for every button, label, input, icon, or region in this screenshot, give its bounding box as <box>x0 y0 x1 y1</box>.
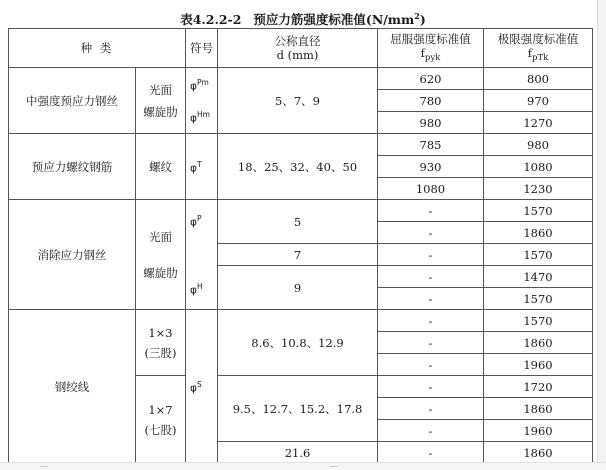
table-row <box>9 134 593 156</box>
symbol-phi-s: $\varphi^S$ <box>186 310 218 464</box>
title-close: ) <box>419 12 426 28</box>
diameter-cell: 21.6 <box>218 442 378 464</box>
header-yield-symbol: $f_{pyk}$ <box>420 45 441 63</box>
yield-cell: - <box>378 266 484 288</box>
ultimate-cell: 1720 <box>484 376 593 398</box>
table-title <box>0 6 606 26</box>
diameter-cell: 9.5、12.7、15.2、17.8 <box>218 376 378 442</box>
kind-medium-strength-wire: 中强度预应力钢丝 <box>9 68 136 134</box>
diameter-cell: 5、7、9 <box>218 68 378 134</box>
diameter-cell: 9 <box>218 266 378 310</box>
ultimate-cell: 1860 <box>484 398 593 420</box>
symbol-phi-pm-hm <box>186 68 218 134</box>
yield-cell: - <box>378 310 484 332</box>
table-title-text: 预应力筋强度标准值(N/mm <box>253 12 415 28</box>
ultimate-cell: 1080 <box>484 156 593 178</box>
ultimate-cell: 1570 <box>484 288 593 310</box>
header-diameter-unit: d (mm) <box>276 48 319 62</box>
ultimate-cell: 1860 <box>484 442 593 464</box>
diameter-cell: 7 <box>218 244 378 266</box>
kind-strand: 钢绞线 <box>9 310 136 464</box>
ultimate-cell: 1860 <box>484 332 593 354</box>
ultimate-cell: 1960 <box>484 354 593 376</box>
yield-cell: - <box>378 222 484 244</box>
yield-cell: 620 <box>378 68 484 90</box>
table-row <box>9 200 593 222</box>
yield-cell: - <box>378 354 484 376</box>
yield-cell: - <box>378 420 484 442</box>
ultimate-cell: 1230 <box>484 178 593 200</box>
header-diameter <box>218 29 378 68</box>
symbol-phi-h: $\varphi^H$ <box>190 281 203 296</box>
yield-cell: - <box>378 398 484 420</box>
symbol-phi-p-h <box>186 200 218 310</box>
page-edge-right <box>597 0 606 470</box>
table-number: 表4.2.2-2 <box>180 12 242 28</box>
header-diameter-label: 公称直径 <box>274 34 321 48</box>
header-ultimate <box>484 29 593 68</box>
symbol-phi-p: $\varphi^P$ <box>190 214 202 229</box>
page-edge-bottom <box>0 462 606 470</box>
subtype-plain-spiral: 光面 螺旋肋 <box>136 200 186 310</box>
subtype-1x3: 1×3 (三股) <box>136 310 186 376</box>
yield-cell: 780 <box>378 90 484 112</box>
diameter-cell: 5 <box>218 200 378 244</box>
symbol-phi-pm: $\varphi^{Pm}$ <box>190 78 209 93</box>
diameter-cell: 18、25、32、40、50 <box>218 134 378 200</box>
kind-threaded-bar: 预应力螺纹钢筋 <box>9 134 136 200</box>
title-superscript: 2 <box>414 11 420 21</box>
ultimate-cell: 1570 <box>484 244 593 266</box>
ultimate-cell: 800 <box>484 68 593 90</box>
subtype-1x7: 1×7 (七股) <box>136 376 186 464</box>
ultimate-cell: 1960 <box>484 420 593 442</box>
kind-stress-relieved-wire: 消除应力钢丝 <box>9 200 136 310</box>
symbol-phi-t: $\varphi^T$ <box>186 134 218 200</box>
ultimate-cell: 1570 <box>484 200 593 222</box>
yield-cell: 1080 <box>378 178 484 200</box>
yield-cell: - <box>378 332 484 354</box>
strength-table <box>8 28 593 464</box>
ultimate-cell: 1470 <box>484 266 593 288</box>
ultimate-cell: 980 <box>484 134 593 156</box>
table-row <box>9 310 593 332</box>
table-row <box>9 68 593 90</box>
symbol-phi-hm: $\varphi^{Hm}$ <box>190 109 210 124</box>
yield-cell: - <box>378 244 484 266</box>
edge-tick <box>330 466 338 467</box>
ultimate-cell: 1860 <box>484 222 593 244</box>
header-symbol: 符号 <box>186 29 218 68</box>
header-ultimate-label: 极限强度标准值 <box>497 31 579 46</box>
ultimate-cell: 1270 <box>484 112 593 134</box>
header-ultimate-symbol: $f_{pTk}$ <box>527 45 549 63</box>
ultimate-cell: 970 <box>484 90 593 112</box>
subtype-plain-spiral: 光面 螺旋肋 <box>136 68 186 134</box>
header-yield-label: 屈服强度标准值 <box>390 31 471 46</box>
header-kind: 种 类 <box>9 29 186 68</box>
yield-cell: - <box>378 288 484 310</box>
ultimate-cell: 1570 <box>484 310 593 332</box>
yield-cell: 930 <box>378 156 484 178</box>
header-yield <box>378 29 484 68</box>
yield-cell: - <box>378 442 484 464</box>
yield-cell: - <box>378 376 484 398</box>
header-row <box>9 29 593 68</box>
yield-cell: 980 <box>378 112 484 134</box>
yield-cell: - <box>378 200 484 222</box>
subtype-thread: 螺纹 <box>136 134 186 200</box>
yield-cell: 785 <box>378 134 484 156</box>
diameter-cell: 8.6、10.8、12.9 <box>218 310 378 376</box>
edge-tick <box>40 466 48 467</box>
